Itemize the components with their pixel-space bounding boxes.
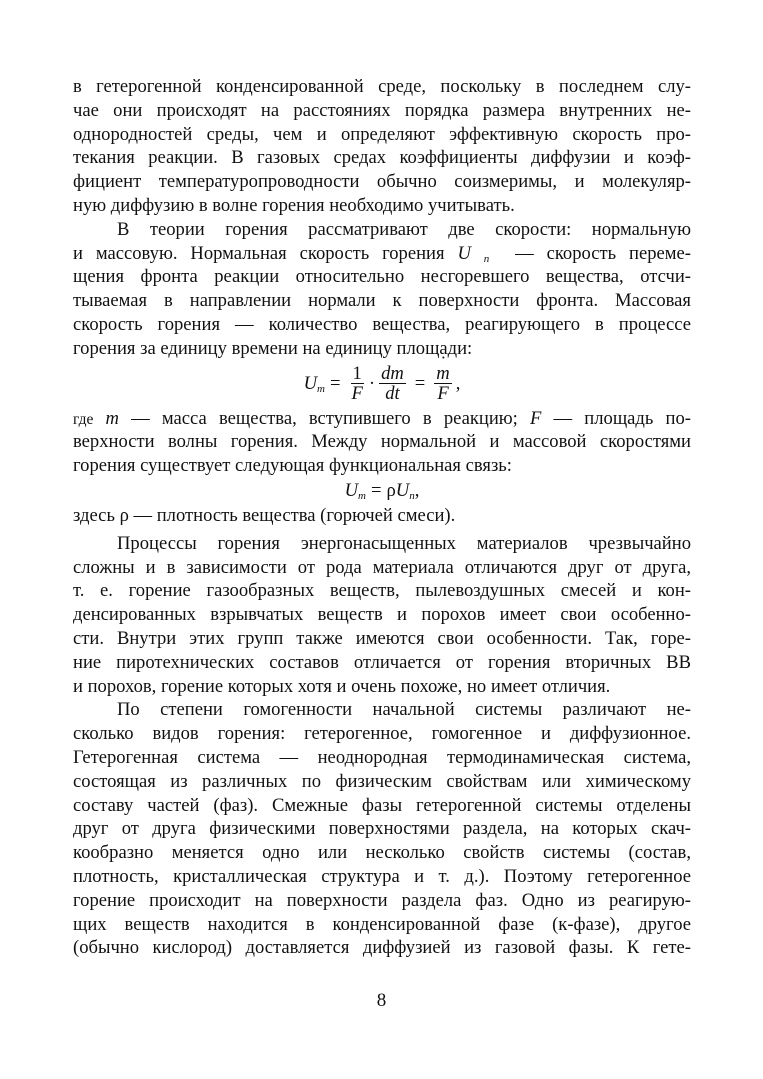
paragraph-2 [73, 218, 691, 361]
mass-symbol: m [105, 407, 119, 429]
text-line: и порохов, горение которых хотя и очень похоже, но имеет отличия. [73, 675, 611, 697]
text-line: в гетерогенной конденсированной среде, поскольку в последнем слу- [73, 76, 691, 97]
page-body [73, 75, 691, 960]
dot-operator: · [368, 372, 376, 394]
text-line: По степени гомогенности начальной системы различают не- [117, 699, 691, 721]
text-line: кообразно меняется одно или несколько свойств системы (состав, [73, 842, 691, 864]
text-line: верхности волны горения. Между нормальной и массовой скоростями [73, 431, 691, 453]
text-fragment: — скорость переме- [515, 242, 691, 264]
text-fragment: — масса вещества, вступившего в реакцию; [131, 407, 518, 429]
speed-relation-formula: $U_m$ = ρ $U_n$ , [344, 479, 420, 502]
text-line: тываемая в направлении нормали к поверхности фронта. Массовая [73, 290, 691, 312]
text-line: плотность, кристаллическая структура и т. д.). Поэтому гетерогенное [73, 865, 691, 887]
text-line: фициент температуропроводности обычно соизмеримы, и молекуляр- [73, 171, 691, 193]
paragraph-5 [73, 698, 691, 960]
formula-comma: , [455, 372, 461, 394]
equals-sign: = [330, 372, 341, 394]
text-line: денсированных взрывчатых веществ и порохов имеет свои особенно- [73, 604, 691, 626]
equals-sign: = [414, 372, 426, 394]
fraction-dm-dt: $\frac{dm}{dt}$ [381, 363, 404, 405]
text-line: ную диффузию в волне горения необходимо учитывать. [73, 194, 515, 216]
text-line: (обычно кислород) доставляется диффузией из газовой фазы. К гете- [73, 937, 691, 959]
area-symbol: F [530, 407, 542, 429]
text-line: т. е. горение газообразных веществ, пылевоздушных смесей и кон- [73, 580, 691, 602]
text-fragment: — площадь по- [553, 407, 691, 429]
paragraph-3 [73, 407, 691, 478]
text-line: В теории горения рассматривают две скорости: нормальную [117, 218, 691, 240]
text-line: сти. Внутри этих групп также имеются свои особенности. Так, горе- [73, 627, 691, 649]
text-line: щих веществ находится в конденсированной фазе (к-фазе), другое [73, 913, 691, 935]
text-line: однородностей среды, чем и определяют эффективную скорость про- [73, 123, 691, 145]
text-line: состоящая из различных по физическим свойствам или химическому [73, 770, 691, 792]
paragraph-4 [73, 532, 691, 699]
paragraph-1 [73, 75, 691, 218]
text-line: Процессы горения энергонасыщенных материалов чрезвычайно [117, 532, 691, 554]
text-line: друг от друга физическими поверхностями раздела, на которых скач- [73, 818, 691, 840]
text-line [73, 407, 691, 431]
text-line: Гетерогенная система — неоднородная термодинамическая система, [73, 746, 691, 768]
text-line: сколько видов горения: гетерогенное, гомогенное и диффузионное. [73, 723, 691, 745]
fraction-mdot-f: ˙ $\frac{m}{F}$ [434, 364, 451, 403]
text-line: чае они происходят на расстояниях порядка размера внутренних не- [73, 99, 691, 121]
text-line: щения фронта реакции относительно несгоревшего вещества, отсчи- [73, 266, 691, 288]
text-line: горение происходит на поверхности раздела фаз. Одно из реагирую- [73, 889, 691, 911]
formula-lhs: $U_m$ [303, 372, 325, 395]
text-line: составу частей (фаз). Смежные фазы гетерогенной системы отделены [73, 794, 691, 816]
text-line: ние пиротехнических составов отличается от горения вторичных ВВ [73, 651, 691, 673]
text-line: горения за единицу времени на единицу площади: [73, 337, 473, 359]
text-line: горения существует следующая функциональная связь: [73, 455, 512, 477]
page-number: 8 [376, 990, 387, 1011]
text-fragment: и массовую. Нормальная скорость горения [73, 242, 445, 264]
text-line: сложны и в зависимости от рода материала отличаются друг от друга, [73, 556, 691, 578]
text-fragment: где [73, 410, 94, 428]
normal-speed-symbol: U $_n$ [457, 242, 490, 265]
text-line: скорость горения — количество вещества, реагирующего в процессе [73, 313, 691, 335]
mass-speed-formula [73, 361, 691, 407]
fraction-one-over-f: $\frac{1}{F}$ [351, 363, 363, 405]
text-line: текания реакции. В газовых средах коэффициенты диффузии и коэф- [73, 147, 691, 169]
text-line [73, 242, 691, 266]
text-line: здесь ρ — плотность вещества (горючей смеси). [73, 504, 456, 526]
